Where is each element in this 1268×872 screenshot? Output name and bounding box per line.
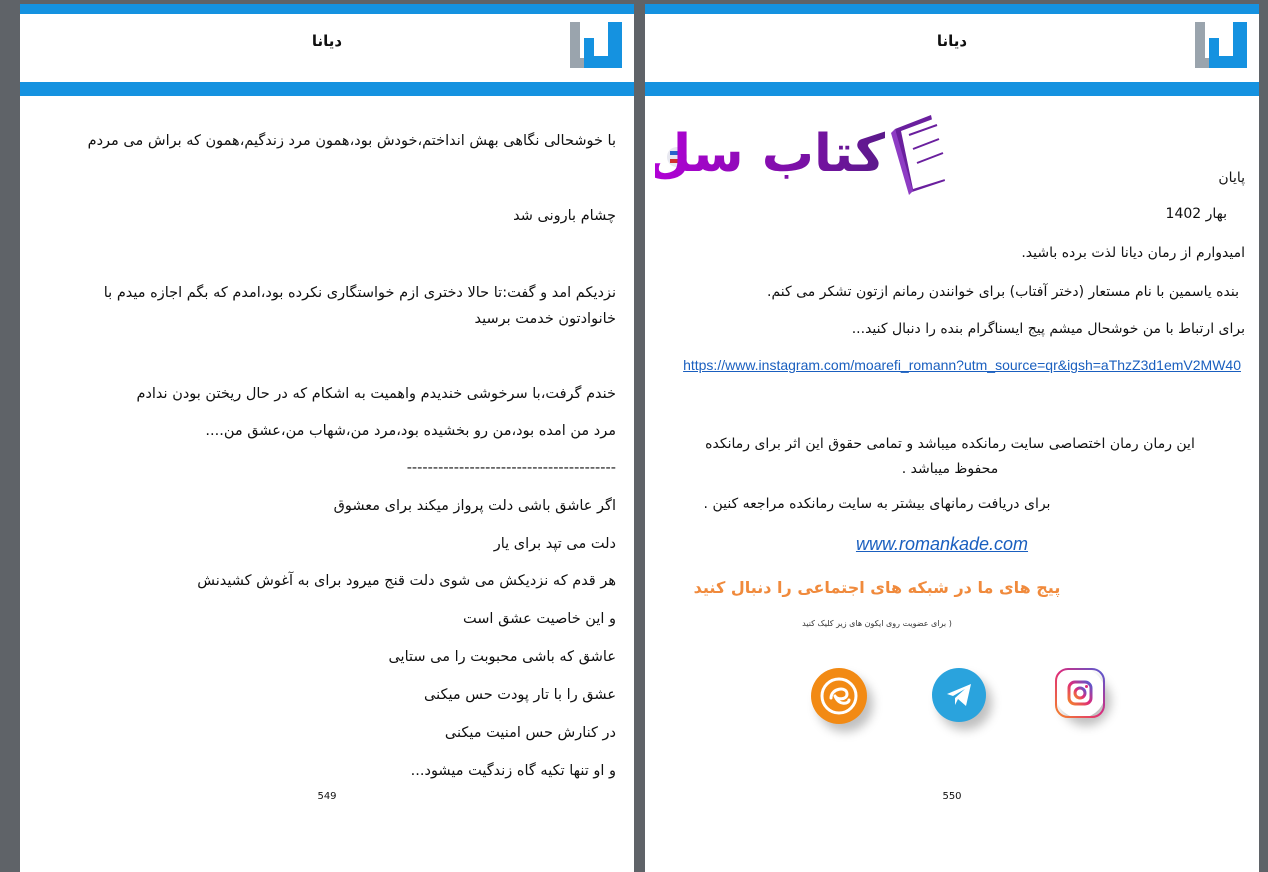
- pdf-page-550: [645, 4, 1259, 872]
- romankade-icon[interactable]: [811, 668, 867, 724]
- poem-line: اگر عاشق باشی دلت پرواز میکند برای معشوق: [333, 498, 616, 514]
- social-subtext: ( برای عضویت روی ایکون های زیر کلیک کنید: [802, 619, 952, 628]
- social-heading: پیج های ما در شبکه های اجتماعی را دنبال کنید: [693, 578, 1061, 597]
- copyright-notice: این رمان رمان اختصاصی سایت رمانکده میباشد و تمامی حقوق این اثر برای رمانکده محفوظ میباشد .: [705, 436, 1195, 477]
- end-label: پایان: [1218, 170, 1245, 186]
- story-paragraph: با خوشحالی نگاهی بهش انداختم،خودش بود،همون مرد زندگیم،همون که براش می مردم: [87, 133, 616, 149]
- story-paragraph: مرد من امده بود،من رو بخشیده بود،مرد من،شهاب من،عشق من....: [205, 423, 616, 439]
- publisher-logo-icon: [1193, 16, 1249, 72]
- poem-line: عشق را با تار پودت حس میکنی: [424, 687, 616, 703]
- ketab-sal-logo-text: کتاب سل: [655, 124, 885, 184]
- pdf-page-549: [20, 4, 634, 872]
- section-divider: ----------------------------------------: [406, 460, 616, 476]
- closing-paragraph: امیدوارم از رمان دیانا لذت برده باشید.: [1021, 245, 1245, 261]
- site-link-wrap: [645, 534, 1259, 555]
- story-paragraph: نزدیکم امد و گفت:تا حالا دختری ازم خواستگاری نکرده بود،امدم که بگم اجازه میدم با خانوادتون خدمت برسید: [103, 285, 616, 327]
- header-top-bar: [645, 4, 1259, 14]
- poem-line: و این خاصیت عشق است: [463, 611, 616, 627]
- closing-paragraph: برای ارتباط با من خوشحال میشم پیج ایسناگرام بنده را دنبال کنید...: [851, 321, 1245, 337]
- romankade-logo-icon: [817, 674, 861, 718]
- story-paragraph: چشام بارونی شد: [513, 208, 616, 224]
- date-line: بهار 1402: [1165, 206, 1227, 222]
- instagram-icon[interactable]: [1055, 668, 1105, 718]
- poem-line: در کنارش حس امنیت میکنی: [444, 725, 616, 741]
- poem-line: هر قدم که نزدیکش می شوی دلت قنج میرود برای به آغوش کشیدنش: [197, 573, 616, 589]
- page-number: 549: [317, 791, 337, 802]
- poem-line: و او تنها تکیه گاه زندگیت میشود...: [410, 763, 616, 779]
- more-novels-text: برای دریافت رمانهای بیشتر به سایت رمانکده مراجعه کنین .: [703, 496, 1051, 512]
- poem-line: عاشق که باشی محبوبت را می ستایی: [388, 649, 616, 665]
- page-header-title: دیانا: [936, 32, 968, 50]
- closing-paragraph: بنده یاسمین با نام مستعار (دختر آفتاب) برای خوانندن رمانم ازتون تشکر می کنم.: [767, 284, 1239, 300]
- instagram-profile-link[interactable]: https://www.instagram.com/moarefi_romann?utm_source=qr&igsh=aThzZ3d1emV2MW40: [683, 357, 1241, 373]
- telegram-icon[interactable]: [932, 668, 986, 722]
- story-paragraph: خندم گرفت،با سرخوشی خندیدم واهمیت به اشکام که در حال ریختن بودن ندادم: [136, 386, 616, 402]
- romankade-site-link[interactable]: www.romankade.com: [855, 534, 1029, 554]
- header-bottom-bar: [20, 82, 634, 96]
- instagram-glyph-icon: [1055, 668, 1105, 718]
- page-header-title: دیانا: [311, 32, 343, 50]
- page-number: 550: [942, 791, 962, 802]
- header-bottom-bar: [645, 82, 1259, 96]
- publisher-logo-icon: [568, 16, 624, 72]
- poem-line: دلت می تپد برای یار: [493, 536, 616, 552]
- header-top-bar: [20, 4, 634, 14]
- telegram-plane-icon: [944, 680, 974, 710]
